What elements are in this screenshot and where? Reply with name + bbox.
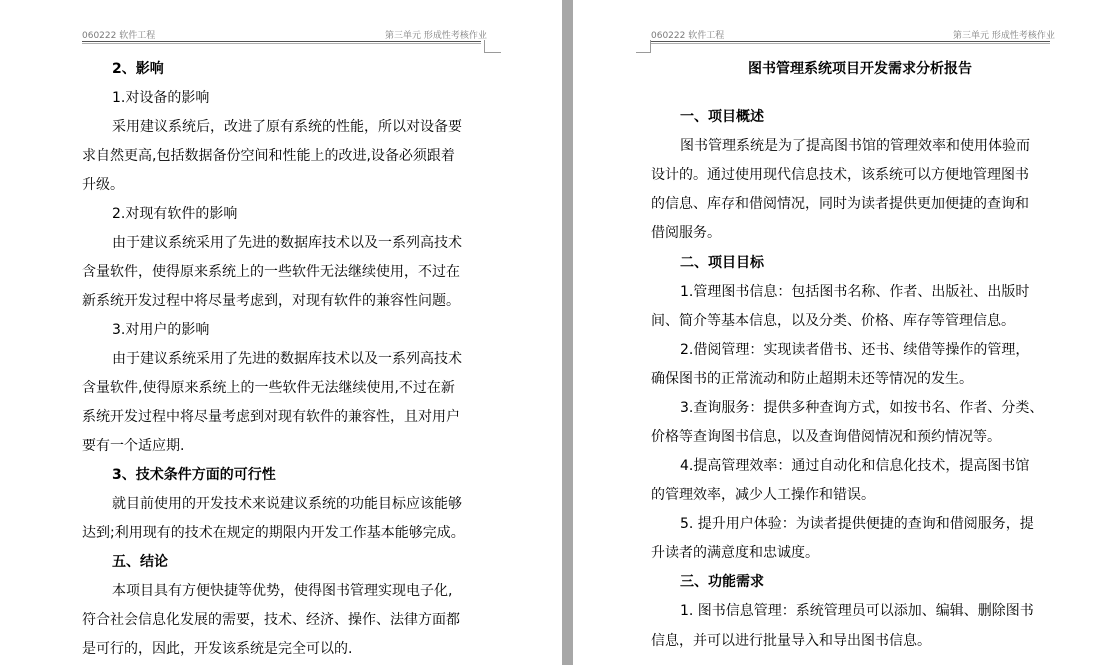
margin-corner-mark — [484, 40, 501, 53]
paragraph-line: 的信息、库存和借阅情况，同时为读者提供更加便捷的查询和 — [651, 196, 1029, 212]
paragraph-line: 2.借阅管理：实现读者借书、还书、续借等操作的管理， — [680, 342, 1030, 358]
paragraph-line: 就目前使用的开发技术来说建议系统的功能目标应该能够 — [112, 496, 462, 512]
document-page-right[interactable] — [573, 0, 1102, 665]
paragraph-line: 要有一个适应期. — [82, 438, 185, 454]
paragraph-line: 达到;利用现有的技术在规定的期限内开发工作基本能够完成。 — [82, 525, 465, 541]
paragraph-line: 1. 图书信息管理：系统管理员可以添加、编辑、删除图书 — [680, 603, 1034, 619]
paragraph-line: 借阅服务。 — [651, 225, 721, 241]
header-rule — [82, 41, 481, 42]
paragraph-line: 采用建议系统后，改进了原有系统的性能，所以对设备要 — [112, 119, 462, 135]
paragraph-line: 本项目具有方便快捷等优势，使得图书管理实现电子化, — [112, 583, 453, 599]
paragraph-line: 是可行的，因此，开发该系统是完全可以的. — [82, 641, 353, 657]
header-course-code: 060222 软件工程 — [651, 31, 725, 41]
paragraph-line: 新系统开发过程中将尽量考虑到，对现有软件的兼容性问题。 — [82, 293, 460, 309]
margin-corner-mark — [636, 40, 651, 53]
header-rule-thin — [651, 43, 1050, 44]
paragraph-line: 由于建议系统采用了先进的数据库技术以及一系列高技术 — [112, 235, 462, 251]
page-gap — [562, 0, 573, 665]
section-heading: 3、技术条件方面的可行性 — [112, 467, 276, 483]
document-title: 图书管理系统项目开发需求分析报告 — [748, 61, 972, 77]
header-course-code: 060222 软件工程 — [82, 31, 156, 41]
header-unit-title: 第三单元 形成性考核作业 — [385, 31, 487, 41]
paragraph-line: 含量软件，使得原来系统上的一些软件无法继续使用，不过在 — [82, 264, 460, 280]
paragraph-line: 图书管理系统是为了提高图书馆的管理效率和使用体验而 — [680, 138, 1030, 154]
paragraph-line: 信息，并可以进行批量导入和导出图书信息。 — [651, 633, 931, 649]
paragraph-line: 4.提高管理效率：通过自动化和信息化技术，提高图书馆 — [680, 458, 1030, 474]
paragraph-line: 确保图书的正常流动和防止超期未还等情况的发生。 — [651, 371, 973, 387]
paragraph-line: 升读者的满意度和忠诚度。 — [651, 545, 819, 561]
paragraph-line: 由于建议系统采用了先进的数据库技术以及一系列高技术 — [112, 351, 462, 367]
paragraph-line: 含量软件,使得原来系统上的一些软件无法继续使用,不过在新 — [82, 380, 455, 396]
section-heading: 2、影响 — [112, 61, 164, 77]
header-rule-thin — [82, 43, 481, 44]
paragraph-line: 符合社会信息化发展的需要，技术、经济、操作、法律方面都 — [82, 612, 460, 628]
subheading: 1.对设备的影响 — [112, 90, 210, 106]
section-heading: 一、项目概述 — [680, 109, 764, 125]
subheading: 2.对现有软件的影响 — [112, 206, 238, 222]
paragraph-line: 求自然更高,包括数据备份空间和性能上的改进,设备必须跟着 — [82, 148, 455, 164]
header-unit-title: 第三单元 形成性考核作业 — [953, 31, 1055, 41]
paragraph-line: 1.管理图书信息：包括图书名称、作者、出版社、出版时 — [680, 284, 1030, 300]
subheading: 3.对用户的影响 — [112, 322, 210, 338]
paragraph-line: 设计的。通过使用现代信息技术，该系统可以方便地管理图书 — [651, 167, 1029, 183]
header-rule — [651, 41, 1050, 42]
section-heading: 三、功能需求 — [680, 574, 764, 590]
paragraph-line: 价格等查询图书信息，以及查询借阅情况和预约情况等。 — [651, 429, 1001, 445]
section-heading: 二、项目目标 — [680, 255, 764, 271]
paragraph-line: 系统开发过程中将尽量考虑到对现有软件的兼容性，且对用户 — [82, 409, 460, 425]
paragraph-line: 升级。 — [82, 177, 124, 193]
paragraph-line: 5. 提升用户体验：为读者提供便捷的查询和借阅服务，提 — [680, 516, 1034, 532]
paragraph-line: 的管理效率，减少人工操作和错误。 — [651, 487, 875, 503]
paragraph-line: 间、简介等基本信息，以及分类、价格、库存等管理信息。 — [651, 313, 1015, 329]
paragraph-line: 3.查询服务：提供多种查询方式，如按书名、作者、分类、 — [680, 400, 1044, 416]
section-heading: 五、结论 — [112, 554, 168, 570]
